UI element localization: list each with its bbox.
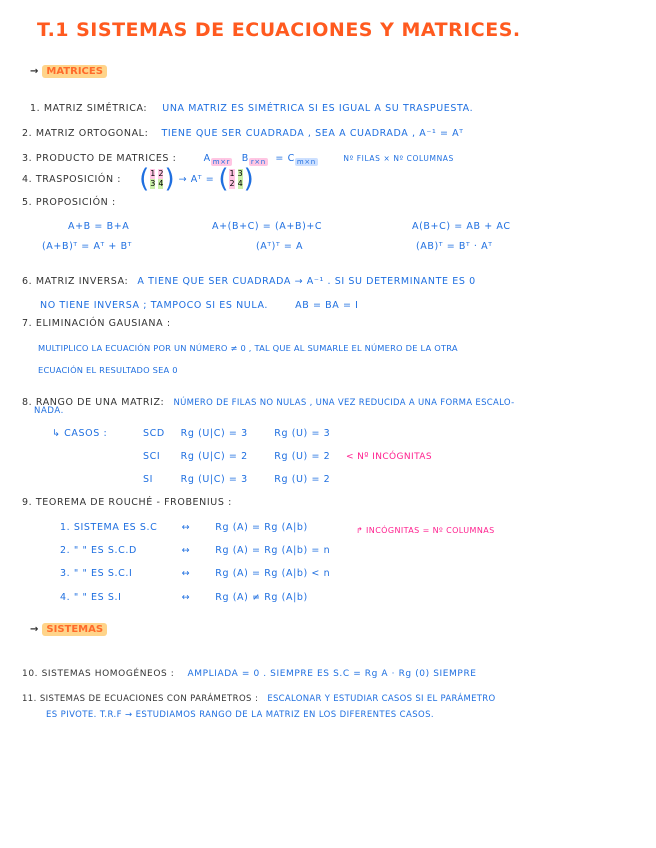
property-6: (AB)ᵀ = Bᵀ · Aᵀ — [416, 241, 493, 252]
matrix-transposed: ( 1 3 2 4 ) — [218, 164, 254, 194]
item-11-label: 11. SISTEMAS DE ECUACIONES CON PARÁMETROS : — [22, 694, 259, 704]
case-rg: Rg (U) = 3 — [274, 428, 331, 439]
item-10 — [22, 661, 477, 680]
case-type: SI — [143, 474, 154, 485]
arrow-icon: → — [30, 66, 39, 77]
matrix-cell: 1 — [150, 169, 156, 178]
item-4 — [22, 164, 254, 194]
item-11-line2: ES PIVOTE. T.R.F → ESTUDIAMOS RANGO DE LA MATRIZ EN LOS DIFERENTES CASOS. — [46, 710, 434, 720]
case-rg-ampliada: Rg (U|C) = 3 — [180, 474, 248, 485]
property-3: A(B+C) = AB + AC — [412, 221, 511, 232]
matrix-a: A — [203, 153, 211, 164]
case-si — [143, 474, 330, 485]
matrix-original: ( 1 2 3 4 ) — [139, 164, 175, 194]
section-matrices — [30, 66, 107, 77]
property-5: (Aᵀ)ᵀ = A — [256, 241, 304, 252]
case-sci-note: < Nº INCÓGNITAS — [345, 452, 432, 462]
property-1: A+B = B+A — [68, 221, 130, 232]
item-8-line2: NADA. — [34, 406, 64, 416]
item-8-label: 8. RANGO DE UNA MATRIZ: — [22, 397, 165, 408]
item-6-line1: A TIENE QUE SER CUADRADA → A⁻¹ . SI SU DETERMINANTE ES 0 — [137, 276, 476, 287]
item-2-text: TIENE QUE SER CUADRADA , SEA A CUADRADA , A⁻¹ = Aᵀ — [161, 128, 464, 139]
item-1 — [30, 96, 473, 115]
matrix-c-dim: m×n — [296, 158, 316, 166]
page-title: T.1 SISTEMAS DE ECUACIONES Y MATRICES. — [37, 19, 521, 41]
matrix-cell: 3 — [237, 169, 243, 178]
rouche-condition: Rg (A) ≠ Rg (A|b) — [215, 592, 308, 603]
item-10-text: AMPLIADA = 0 . SIEMPRE ES S.C = Rg A · Rg (0) SIEMPRE — [187, 669, 477, 679]
item-2 — [22, 121, 464, 140]
section-matrices-label: MATRICES — [42, 65, 107, 78]
rouche-condition: Rg (A) = Rg (A|b) < n — [215, 568, 331, 579]
rouche-case: 3. " " ES S.C.I — [60, 568, 133, 579]
matrix-cell: 3 — [150, 179, 156, 188]
item-9-note: ↱ INCÓGNITAS = Nº COLUMNAS — [356, 526, 495, 535]
item-6 — [22, 269, 476, 288]
matrix-c: = C — [275, 153, 295, 164]
item-9-label: 9. TEOREMA DE ROUCHÉ - FROBENIUS : — [22, 497, 232, 508]
item-7-line2: ECUACIÓN EL RESULTADO SEA 0 — [38, 365, 178, 375]
item-10-label: 10. SISTEMAS HOMOGÉNEOS : — [22, 669, 175, 679]
case-rg: Rg (U) = 2 — [274, 474, 331, 485]
property-2: A+(B+C) = (A+B)+C — [212, 221, 323, 232]
item-5-label: 5. PROPOSICIÓN : — [22, 197, 116, 208]
item-8-line1: NÚMERO DE FILAS NO NULAS , UNA VEZ REDUCIDA A UNA FORMA ESCALO- — [173, 398, 515, 408]
matrix-a-dim: m×r — [212, 158, 231, 166]
item-3-note: Nº FILAS × Nº COLUMNAS — [343, 154, 454, 163]
arrow-icon: → — [30, 624, 39, 635]
case-rg: Rg (U) = 2 — [274, 451, 331, 462]
section-sistemas — [30, 624, 107, 635]
item-2-label: 2. MATRIZ ORTOGONAL: — [22, 128, 149, 139]
transpose-arrow: → Aᵀ = — [178, 173, 215, 185]
matrix-cell: 1 — [229, 169, 235, 178]
rouche-row-2 — [60, 545, 330, 556]
item-3-label: 3. PRODUCTO DE MATRICES : — [22, 153, 177, 164]
item-1-label: 1. MATRIZ SIMÉTRICA: — [30, 103, 148, 114]
matrix-cell: 4 — [237, 179, 243, 188]
item-6-identity: AB = BA = I — [295, 300, 359, 311]
case-type: SCD — [143, 428, 165, 439]
item-8 — [22, 390, 514, 409]
rouche-case: 2. " " ES S.C.D — [60, 545, 137, 556]
item-1-text: UNA MATRIZ ES SIMÉTRICA SI ES IGUAL A SU TRASPUESTA. — [162, 103, 474, 114]
case-scd — [143, 428, 330, 439]
case-rg-ampliada: Rg (U|C) = 3 — [180, 428, 248, 439]
iff-icon: ↔ — [181, 568, 191, 579]
item-6-line2: NO TIENE INVERSA ; TAMPOCO SI ES NULA. — [40, 300, 269, 311]
cases-label: ↳ CASOS : — [52, 428, 108, 439]
iff-icon: ↔ — [181, 545, 191, 556]
case-rg-ampliada: Rg (U|C) = 2 — [180, 451, 248, 462]
matrix-b-dim: r×n — [250, 158, 266, 166]
matrix-cell: 2 — [158, 169, 164, 178]
item-6-cont — [40, 293, 359, 312]
property-4: (A+B)ᵀ = Aᵀ + Bᵀ — [42, 241, 132, 252]
item-6-label: 6. MATRIZ INVERSA: — [22, 276, 129, 287]
rouche-condition: Rg (A) = Rg (A|b) = n — [215, 545, 331, 556]
section-sistemas-label: SISTEMAS — [42, 623, 107, 636]
rouche-row-4 — [60, 592, 308, 603]
rouche-condition: Rg (A) = Rg (A|b) — [215, 522, 308, 533]
item-11-line1: ESCALONAR Y ESTUDIAR CASOS SI EL PARÁMETRO — [267, 694, 496, 704]
rouche-row-1 — [60, 522, 308, 533]
item-7-label: 7. ELIMINACIÓN GAUSIANA : — [22, 318, 171, 329]
iff-icon: ↔ — [181, 592, 191, 603]
iff-icon: ↔ — [181, 522, 191, 533]
rouche-case: 4. " " ES S.I — [60, 592, 122, 603]
matrix-b: B — [241, 153, 249, 164]
item-11 — [22, 686, 496, 705]
item-4-label: 4. TRASPOSICIÓN : — [22, 173, 122, 185]
item-3 — [22, 146, 454, 166]
item-7-line1: MULTIPLICO LA ECUACIÓN POR UN NÚMERO ≠ 0 , TAL QUE AL SUMARLE EL NÚMERO DE LA OTRA — [38, 343, 458, 353]
case-type: SCI — [143, 451, 161, 462]
matrix-cell: 4 — [158, 179, 164, 188]
case-sci — [143, 451, 432, 462]
rouche-case: 1. SISTEMA ES S.C — [60, 522, 158, 533]
matrix-cell: 2 — [229, 179, 235, 188]
rouche-row-3 — [60, 568, 330, 579]
